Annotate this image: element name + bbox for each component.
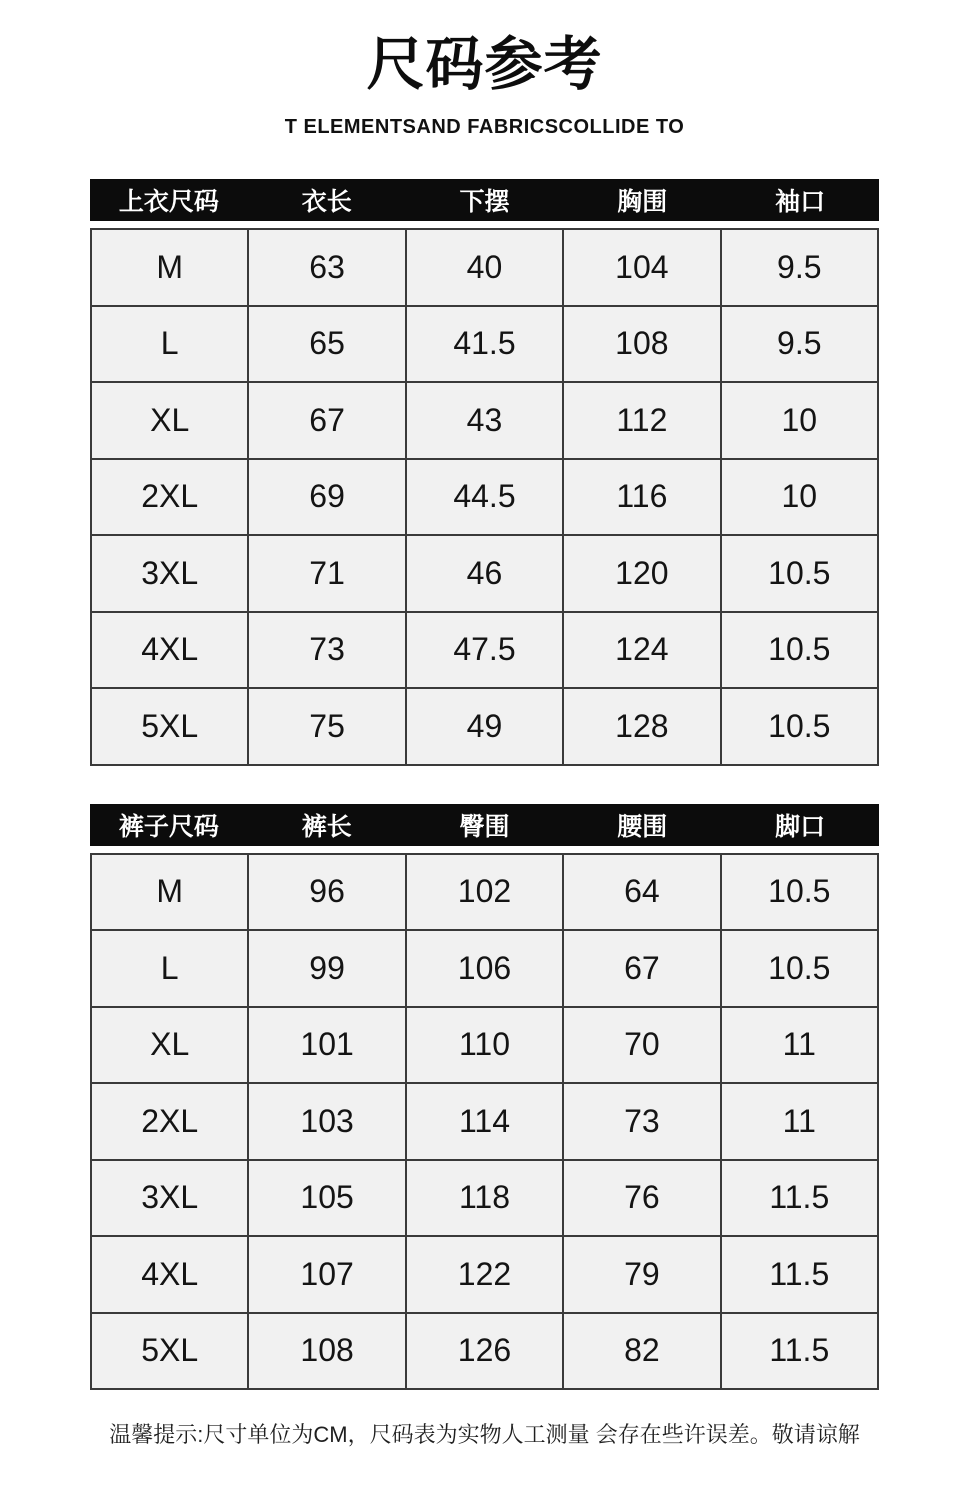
measurement-cell: 106: [406, 930, 563, 1007]
column-header: 胸围: [617, 188, 668, 216]
size-label-cell: L: [91, 306, 248, 383]
measurement-cell: 10.5: [721, 930, 878, 1007]
measurement-cell: 107: [248, 1236, 405, 1313]
measurement-cell: 110: [406, 1007, 563, 1084]
measurement-cell: 73: [248, 612, 405, 689]
measurement-cell: 11: [721, 1007, 878, 1084]
table-row: [91, 1313, 878, 1390]
measurement-cell: 79: [563, 1236, 720, 1313]
size-label-cell: 4XL: [91, 1236, 248, 1313]
size-label-cell: 2XL: [91, 1083, 248, 1160]
measurement-cell: 75: [248, 688, 405, 765]
column-header: 臀围: [459, 812, 510, 841]
size-label-cell: 5XL: [91, 1313, 248, 1390]
table-row: [91, 459, 878, 536]
table-row: [91, 382, 878, 459]
table-header: [90, 804, 879, 846]
measurement-cell: 114: [406, 1083, 563, 1160]
measurement-cell: 11.5: [721, 1160, 878, 1237]
column-header: 脚口: [775, 812, 826, 841]
table-row: [91, 688, 878, 765]
column-header: 袖口: [775, 188, 826, 216]
measurement-cell: 11.5: [721, 1236, 878, 1313]
measurement-cell: 41.5: [406, 306, 563, 383]
measurement-cell: 10.5: [721, 688, 878, 765]
size-label-cell: 3XL: [91, 1160, 248, 1237]
measurement-cell: 47.5: [406, 612, 563, 689]
table-row: [91, 930, 878, 1007]
table-row: [91, 612, 878, 689]
measurement-cell: 11: [721, 1083, 878, 1160]
page-subtitle: T ELEMENTSAND FABRICSCOLLIDE TO: [284, 116, 685, 138]
measurement-cell: 70: [563, 1007, 720, 1084]
measurement-cell: 103: [248, 1083, 405, 1160]
measurement-cell: 116: [563, 459, 720, 536]
size-label-cell: 4XL: [91, 612, 248, 689]
measurement-cell: 71: [248, 535, 405, 612]
table-row: [91, 535, 878, 612]
measurement-cell: 124: [563, 612, 720, 689]
measurement-cell: 67: [563, 930, 720, 1007]
measurement-cell: 67: [248, 382, 405, 459]
table-body: [90, 228, 879, 766]
size-label-cell: XL: [91, 382, 248, 459]
size-label-cell: XL: [91, 1007, 248, 1084]
size-label-cell: 2XL: [91, 459, 248, 536]
table-row: [91, 1083, 878, 1160]
footer-note: 温馨提示:尺寸单位为CM，尺码表为实物人工测量 会存在些许误差。敬请谅解: [109, 1422, 860, 1447]
measurement-cell: 10.5: [721, 854, 878, 931]
measurement-cell: 104: [563, 229, 720, 306]
column-header: 裤长: [301, 812, 352, 841]
measurement-cell: 120: [563, 535, 720, 612]
table-row: [91, 1160, 878, 1237]
measurement-cell: 82: [563, 1313, 720, 1390]
measurement-cell: 10: [721, 382, 878, 459]
measurement-cell: 73: [563, 1083, 720, 1160]
table-row: [91, 854, 878, 931]
measurement-cell: 102: [406, 854, 563, 931]
measurement-cell: 122: [406, 1236, 563, 1313]
table-row: [91, 306, 878, 383]
measurement-cell: 126: [406, 1313, 563, 1390]
measurement-cell: 99: [248, 930, 405, 1007]
measurement-cell: 128: [563, 688, 720, 765]
column-header: 下摆: [459, 188, 510, 216]
measurement-cell: 118: [406, 1160, 563, 1237]
measurement-cell: 10: [721, 459, 878, 536]
column-header: 衣长: [301, 188, 352, 216]
top-size-table: [90, 179, 879, 766]
measurement-cell: 108: [563, 306, 720, 383]
table-row: [91, 229, 878, 306]
table-header: [90, 179, 879, 221]
measurement-cell: 44.5: [406, 459, 563, 536]
measurement-cell: 9.5: [721, 229, 878, 306]
measurement-cell: 105: [248, 1160, 405, 1237]
table-row: [91, 1007, 878, 1084]
measurement-cell: 101: [248, 1007, 405, 1084]
measurement-cell: 46: [406, 535, 563, 612]
measurement-cell: 9.5: [721, 306, 878, 383]
size-label-cell: 3XL: [91, 535, 248, 612]
size-label-cell: M: [91, 854, 248, 931]
pants-size-table: [90, 804, 879, 1391]
size-label-cell: L: [91, 930, 248, 1007]
measurement-cell: 76: [563, 1160, 720, 1237]
measurement-cell: 112: [563, 382, 720, 459]
measurement-cell: 49: [406, 688, 563, 765]
column-header: 裤子尺码: [118, 812, 219, 841]
column-header: 腰围: [617, 812, 668, 841]
table-body: [90, 853, 879, 1391]
measurement-cell: 96: [248, 854, 405, 931]
measurement-cell: 65: [248, 306, 405, 383]
measurement-cell: 11.5: [721, 1313, 878, 1390]
measurement-cell: 10.5: [721, 535, 878, 612]
measurement-cell: 108: [248, 1313, 405, 1390]
page-title: 尺码参考: [366, 32, 603, 97]
measurement-cell: 40: [406, 229, 563, 306]
size-label-cell: M: [91, 229, 248, 306]
measurement-cell: 43: [406, 382, 563, 459]
measurement-cell: 64: [563, 854, 720, 931]
size-label-cell: 5XL: [91, 688, 248, 765]
measurement-cell: 10.5: [721, 612, 878, 689]
measurement-cell: 63: [248, 229, 405, 306]
column-header: 上衣尺码: [118, 188, 219, 216]
table-row: [91, 1236, 878, 1313]
measurement-cell: 69: [248, 459, 405, 536]
